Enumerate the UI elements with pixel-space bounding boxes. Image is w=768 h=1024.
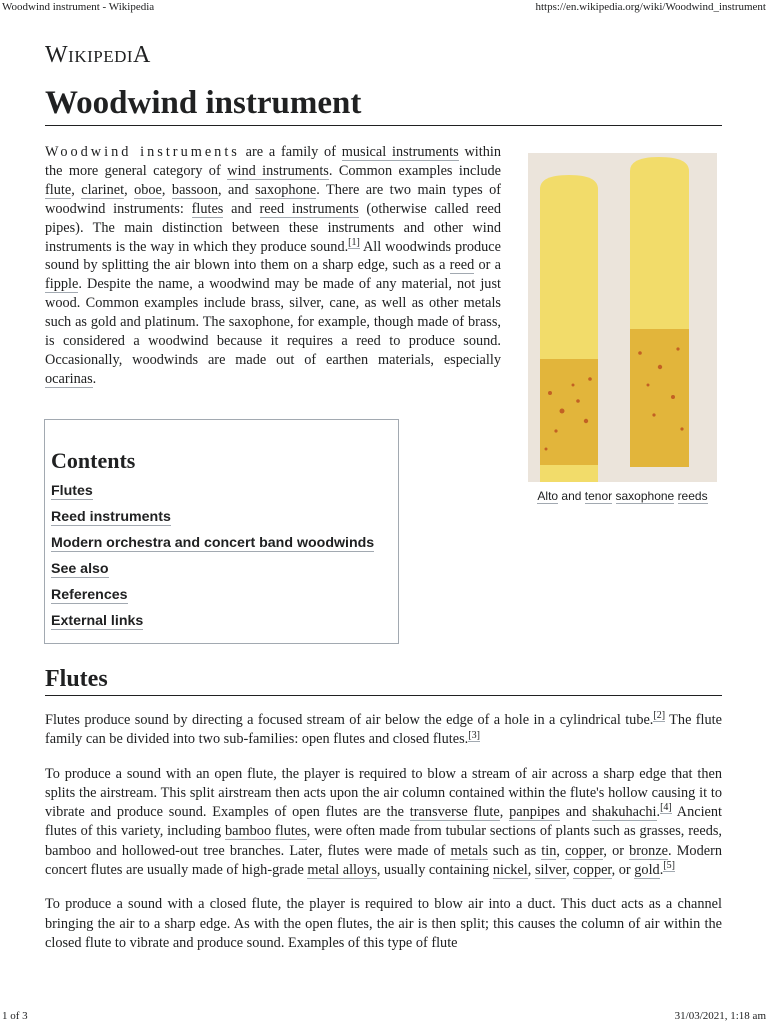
reeds-figure [528,153,717,503]
link-nickel[interactable]: nickel [492,862,528,879]
link-bronze[interactable]: bronze [629,842,669,859]
section-heading-flutes: Flutes [45,664,722,696]
table-of-contents [44,419,399,644]
link-transverse-flute[interactable]: transverse flute [409,804,500,821]
intro-text: . Common examples include [328,162,502,179]
link-silver[interactable]: silver [534,862,567,879]
wikipedia-wordmark[interactable] [45,42,151,69]
intro-text: within the more general category of [45,144,501,179]
intro-text: . There are two main types of woodwind instruments: [45,181,502,217]
intro-paragraph [45,143,501,389]
print-footer-page: 1 of 3 [2,1010,28,1022]
link-gold[interactable]: gold [634,862,660,879]
caption-link-reeds[interactable]: reeds [677,489,708,503]
citation-3[interactable]: [3] [468,729,480,741]
para-text: The flute family can be divided into two sub-families: open flutes and closed flutes. [45,712,722,748]
link-metal-alloys[interactable]: metal alloys [307,862,377,879]
para-text: Ancient flutes of this variety, including [45,804,723,840]
para-text: , were often made from tubular sections of plants such as grasses, reeds, bamboo and hollowed-out tree branches. Later, flutes were made of [45,823,722,859]
para-text: . [659,862,664,879]
caption-link-alto[interactable]: Alto [537,489,559,503]
link-panpipes[interactable]: panpipes [509,804,560,821]
para-text: and [559,804,593,821]
intro-text: , [124,181,135,198]
caption-text [612,489,615,503]
para-text: , [527,862,535,879]
para-text: , [499,804,510,821]
para-text: Flutes produce sound by directing a focused stream of air below the edge of a hole in a cylindrical tube. [45,712,654,728]
intro-text: and [223,200,260,217]
para-text: , [566,862,574,879]
alto-reed-heel [540,359,598,465]
toc-item-reed-instruments[interactable]: Reed instruments [51,509,171,525]
wordmark-first: W [45,42,69,68]
citation-1[interactable]: [1] [348,236,360,248]
caption-text: and [558,489,585,503]
para-text: , or [603,842,630,859]
link-tin[interactable]: tin [541,842,557,859]
intro-text: , [71,181,82,198]
intro-text: or a [474,257,501,274]
caption-link-saxophone[interactable]: saxophone [615,489,675,503]
link-flute[interactable]: flute [45,181,72,198]
link-oboe[interactable]: oboe [134,181,162,198]
flutes-paragraph-2 [45,765,722,881]
link-musical-instruments[interactable]: musical instruments [341,144,459,160]
para-text: such as [487,842,542,859]
article-title: Woodwind instrument [45,84,722,126]
toc-item-external-links[interactable]: External links [51,613,144,629]
intro-lead: Woodwind instruments [45,144,240,160]
wordmark-middle: IKIPEDI [68,47,134,66]
flutes-paragraph-3: To produce a sound with a closed flute, the player is required to blow air into a duct. This duct acts as a channel bringing the air to a sharp edge. As with the open flutes, the air is then split; this causes the column of air within the closed flute to vibrate and produce sound. Examples of this type of flute [45,896,722,951]
intro-text: , and [218,181,256,198]
para-text: , usually containing [376,862,493,879]
citation-4[interactable]: [4] [660,802,672,814]
para-text: To produce a sound with an open flute, the player is required to blow a stream of air across a sharp edge that then splits the airstream. This split airstream then acts upon the air column contained within the flute's hollow causing it to vibrate and produce sound. Examples of open flutes are the [45,765,722,821]
intro-text: . [92,370,97,387]
link-ocarinas[interactable]: ocarinas [45,370,93,387]
toc-list [51,482,398,638]
para-text: , [556,842,566,859]
toc-item-modern-orchestra[interactable]: Modern orchestra and concert band woodwinds [51,535,375,551]
tenor-reed-heel [630,329,689,467]
link-flutes[interactable]: flutes [191,200,224,217]
citation-5[interactable]: [5] [663,860,675,872]
para-text: , or [611,862,635,879]
intro-text: (otherwise called reed pipes). The main distinction between these instruments and other wind instruments is the way in which they produce sound. [45,200,502,255]
link-copper[interactable]: copper [565,842,604,859]
para-text: . [656,804,661,821]
link-wind-instruments[interactable]: wind instruments [227,162,329,179]
para-text: . Modern concert flutes are usually made of high-grade [45,842,722,879]
toc-item-see-also[interactable]: See also [51,561,109,577]
link-fipple[interactable]: fipple [45,276,79,293]
print-header-url[interactable]: https://en.wikipedia.org/wiki/Woodwind_instrument [535,1,766,13]
toc-heading: Contents [51,448,136,473]
toc-item-flutes[interactable]: Flutes [51,483,93,499]
intro-text: , [161,181,172,198]
link-saxophone[interactable]: saxophone [255,181,317,198]
link-reed[interactable]: reed [449,257,475,274]
link-reed-instruments[interactable]: reed instruments [259,200,359,217]
intro-text: All woodwinds produce sound by splitting the air blown into them on a sharp edge, such as a [45,238,501,274]
flutes-section-body [45,711,722,968]
print-footer-date: 31/03/2021, 1:18 am [674,1010,766,1022]
intro-text: . Despite the name, a woodwind may be made of any material, not just wood. Common examples include brass, silver, cane, as well as other metals such as gold and platinum. The saxophone, for example, though made of brass, is considered a woodwind because it requires a reed to produce sound. Occasionally, woodwinds are made out of earthen materials, especially [45,276,501,368]
toc-item-references[interactable]: References [51,587,128,603]
print-header-title: Woodwind instrument - Wikipedia [2,1,155,13]
citation-2[interactable]: [2] [653,710,666,722]
link-copper-2[interactable]: copper [573,862,612,879]
caption-link-tenor[interactable]: tenor [584,489,613,503]
link-clarinet[interactable]: clarinet [81,181,125,198]
figure-caption [528,489,717,503]
link-bassoon[interactable]: bassoon [171,181,218,198]
intro-text: are a family of [239,144,342,160]
link-bamboo-flutes[interactable]: bamboo flutes [225,823,307,840]
link-metals[interactable]: metals [450,842,488,859]
reeds-image[interactable] [528,153,717,482]
wordmark-last: A [133,42,151,68]
link-shakuhachi[interactable]: shakuhachi [592,804,657,821]
flutes-paragraph-1 [45,711,722,750]
